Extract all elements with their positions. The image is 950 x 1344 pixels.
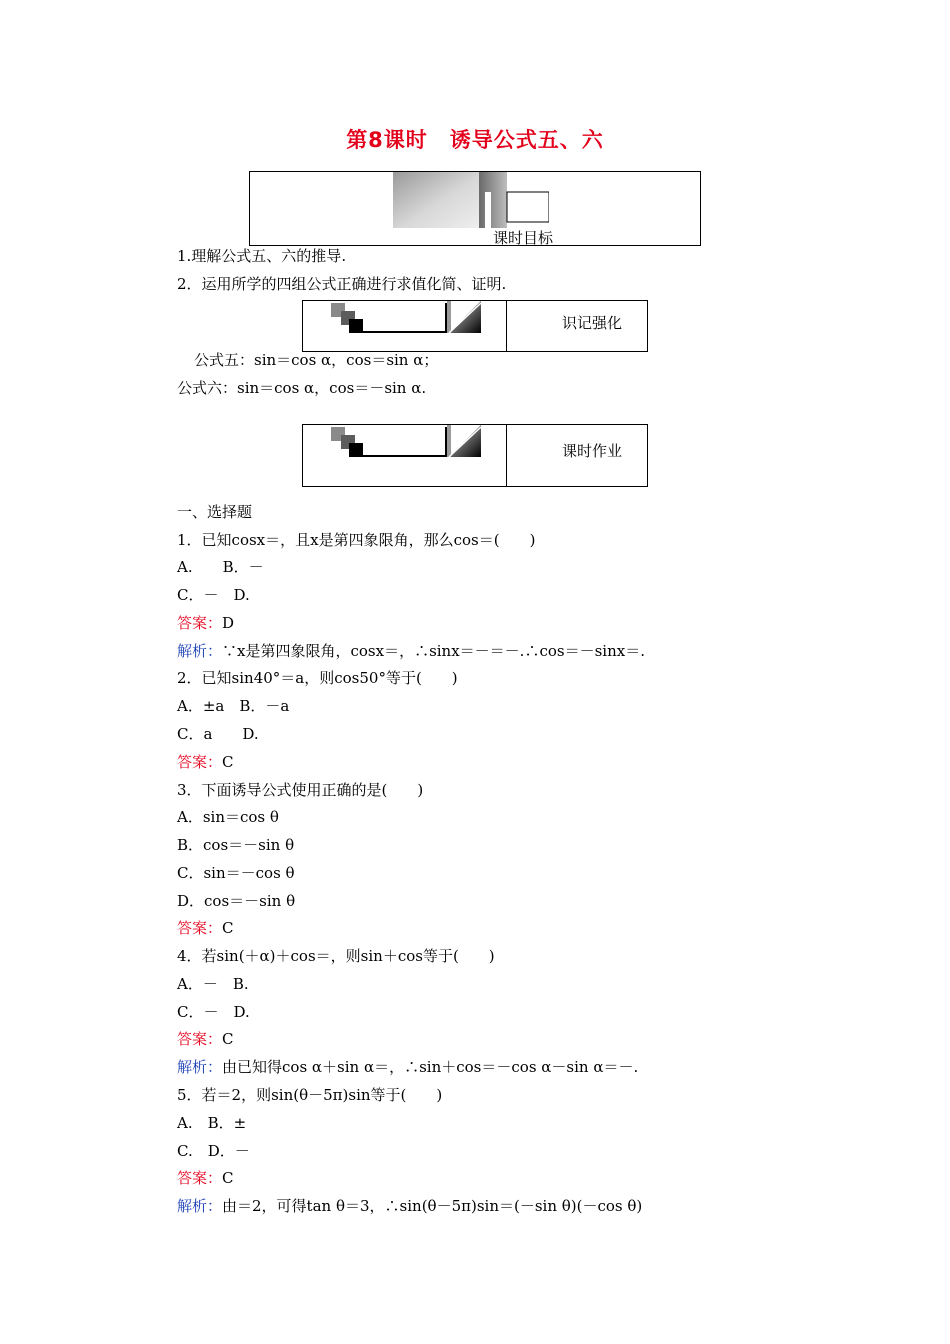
question-4-options-ab: A．－ B. xyxy=(177,975,249,993)
question-4-answer xyxy=(177,1029,234,1049)
analysis-prefix: 解析： xyxy=(177,642,223,660)
answer-prefix: 答案： xyxy=(177,753,223,771)
analysis-prefix: 解析： xyxy=(177,1058,223,1076)
corner-triangle-icon xyxy=(447,425,481,459)
question-4-analysis xyxy=(177,1057,638,1077)
question-5-analysis xyxy=(177,1196,642,1216)
question-5-options-cd: C. D．－ xyxy=(177,1142,250,1160)
analysis-text: 由已知得cos α＋sin α＝，∴sin＋cos＝－cos α－sin α＝－. xyxy=(222,1058,639,1076)
target-banner-label: 课时目标 xyxy=(493,229,554,247)
formula-5: 公式五：sin＝cos α，cos＝sin α； xyxy=(194,351,439,369)
banner-square-black xyxy=(349,319,363,333)
question-1-analysis xyxy=(177,641,645,661)
question-3-option-a: A．sin＝cos θ xyxy=(177,808,279,826)
answer-prefix: 答案： xyxy=(177,1030,223,1048)
question-3-stem: 3．下面诱导公式使用正确的是( ) xyxy=(177,781,424,799)
question-1-options-cd: C．－ D. xyxy=(177,586,250,604)
homework-banner-label: 课时作业 xyxy=(562,442,623,460)
question-3-option-b: B．cos＝－sin θ xyxy=(177,836,295,854)
question-5-options-ab: A. B．± xyxy=(177,1114,247,1132)
question-1-options-ab: A. B．－ xyxy=(177,558,264,576)
question-3-answer xyxy=(177,918,234,938)
analysis-prefix: 解析： xyxy=(177,1197,223,1215)
answer-value: C xyxy=(222,753,234,771)
question-5-answer xyxy=(177,1168,234,1188)
formula-6: 公式六：sin＝cos α，cos＝－sin α. xyxy=(177,379,427,397)
question-2-stem: 2．已知sin40°＝a，则cos50°等于( ) xyxy=(177,669,458,687)
question-3-option-c: C．sin＝－cos θ xyxy=(177,864,295,882)
answer-value: C xyxy=(222,1169,234,1187)
objective-1: 1.理解公式五、六的推导. xyxy=(177,247,347,265)
section-heading: 一、选择题 xyxy=(177,503,253,521)
answer-value: D xyxy=(222,614,235,632)
question-1-answer xyxy=(177,613,234,633)
objective-2: 2．运用所学的四组公式正确进行求值化简、证明. xyxy=(177,275,507,293)
question-2-options-cd: C．a D. xyxy=(177,725,259,743)
question-4-stem: 4．若sin(＋α)＋cos＝，则sin＋cos等于( ) xyxy=(177,947,495,965)
target-banner xyxy=(249,171,701,246)
banner-graphic xyxy=(393,172,549,228)
banner-bar xyxy=(363,331,445,333)
question-1-stem: 1．已知cosx＝，且x是第四象限角，那么cos＝( ) xyxy=(177,531,536,549)
answer-value: C xyxy=(222,1030,234,1048)
question-5-stem: 5．若＝2，则sin(θ－5π)sin等于( ) xyxy=(177,1086,443,1104)
homework-banner xyxy=(302,424,648,487)
question-2-answer xyxy=(177,752,234,772)
answer-value: C xyxy=(222,919,234,937)
question-2-options-ab: A．±a B．－a xyxy=(177,697,290,715)
page-title: 第8课时 诱导公式五、六 xyxy=(346,128,604,152)
analysis-text: 由＝2，可得tan θ＝3，∴sin(θ－5π)sin＝(－sin θ)(－cos θ) xyxy=(222,1197,643,1215)
banner-square-black xyxy=(349,443,363,457)
answer-prefix: 答案： xyxy=(177,1169,223,1187)
memory-banner xyxy=(302,300,648,352)
answer-prefix: 答案： xyxy=(177,614,223,632)
banner-bar xyxy=(363,455,445,457)
question-4-options-cd: C．－ D. xyxy=(177,1003,250,1021)
banner-divider xyxy=(506,425,507,486)
corner-triangle-icon xyxy=(447,301,481,335)
answer-prefix: 答案： xyxy=(177,919,223,937)
question-3-option-d: D．cos＝－sin θ xyxy=(177,892,296,910)
memory-banner-label: 识记强化 xyxy=(562,314,623,332)
banner-divider xyxy=(506,301,507,351)
analysis-text: ∵x是第四象限角，cosx＝，∴sinx＝－＝－.∴cos＝－sinx＝. xyxy=(222,642,645,660)
